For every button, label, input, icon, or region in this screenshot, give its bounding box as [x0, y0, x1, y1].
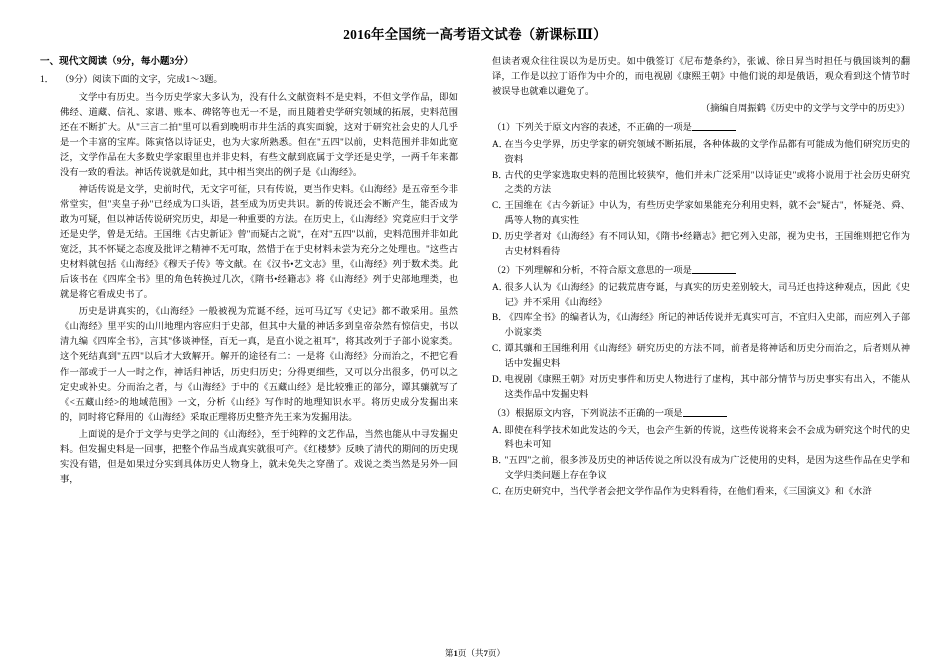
- option-b-text: 《四库全书》的编者认为，《山海经》所记的神话传说并无真实可言，不宜归入史部，而应列入子部小说家类: [504, 313, 910, 339]
- option-b-text: "五四"之前，很多涉及历史的神话传说之所以没有成为广泛使用的史料，是因为这些作品在史学和文学归类问题上存在争议: [504, 456, 910, 482]
- passage-paragraph-3: 历史是讲真实的，《山海经》一般被视为荒诞不经，远可马辽写《史记》都不敢采用。虽然《山海经》里平实的山川地理内容应归于史部，但其中大量的神话多到皇帝杂然有惊信史，书以清九编《四库全书》，言其"侈谈神怪，百无一真，是直小说之祖耳"，将其改列于子部小说家类。这个死结真到"五四"以后才大致解开。解开的途径有二：一是将《山海经》分而治之，不把它看作一部或于一人一时之作，神话归神话，历史归历史；分得更细些，又可以分出很多，仍可以之定史或补史。分而治之者，与《山海经》于中的《五藏山经》是比较雅正的部分，谭其骧就写了《<五藏山经>的地域范围》一文，分析《山经》写作时的地理知识水平。将历史成分发掘出来的，同时将它释用的《山海经》采取正理将历史整齐先王来为发掘用法。: [60, 307, 458, 423]
- page-footer: [0, 647, 950, 659]
- option-d[interactable]: [492, 230, 910, 260]
- question-1-body: [60, 73, 458, 490]
- option-b-text: 古代的史学家选取史料的范围比较狭窄，他们并未广泛采用"以诗证史"或将小说用于社会历史研究之类的方法: [504, 170, 910, 196]
- option-b-label: B．: [492, 170, 508, 181]
- option-c-label: C．: [492, 344, 508, 355]
- passage-paragraph-2: 神话传说是文学，史前时代，无文字可征，只有传说，更当作史料。《山海经》是五帝至今非常堂实，但"夹皇子孙"已经成为口头语，甚至成为历史共识。新的传说还会不断产生，能否成为敢为可疑，但以神话传说研究历史，却是一种重要的方法。在历史上，《山海经》究竟应归于文学还是史学，曾是无结。王国维《古史新证》曾"而疑古之说"，在对"五四"以前，史料范围并非如此宽泛，其不怀疑之态度及批评之精神不无可取，然惜于在于史材料未尝为充分之处理也。"这些古史材料就包括《山海经》《穆天子传》等文献。在《汉书•艺文志》里，《山海经》列于数术类。此后该书在《四库全书》里的角色转换过几次，《隋书•经籍志》将《山海经》列于史部地理类，也就是将它看成史书了。: [60, 184, 458, 301]
- option-d-text: 历史学者对《山海经》有不同认知，《隋书•经籍志》把它列入史部，视为史书，王国维则把它作为古史材料看待: [504, 232, 910, 257]
- page-title: 2016年全国统一高考语文试卷（新课标Ⅲ）: [343, 27, 607, 42]
- sub-question-1: [492, 121, 910, 260]
- question-1-block: [40, 73, 458, 490]
- option-c[interactable]: [492, 485, 910, 500]
- section-heading: 一、现代文阅读（9分，每小题3分）: [40, 55, 194, 67]
- question-1-index: 1．: [40, 75, 54, 86]
- footer-prefix: 第: [444, 648, 454, 658]
- option-a[interactable]: [492, 281, 910, 311]
- option-c-label: C．: [492, 201, 508, 212]
- option-b[interactable]: [492, 169, 910, 199]
- left-column: [40, 55, 458, 490]
- sub-question-3-stem: （3）根据原文内容，下列说法不正确的一项是: [492, 407, 910, 422]
- footer-middle: 页（共: [457, 648, 484, 658]
- option-a-label: A．: [492, 282, 509, 293]
- passage-source: （摘编自周振鹤《历史中的文学与文学中的历史》）: [700, 104, 910, 115]
- passage-paragraph-4: 上面说的是介于文学与史学之间的《山海经》，至于纯粹的文艺作品，当然也能从中寻发掘史料。但发掘史料是一回事，把整个作品当成真实就很可产。《红楼梦》反映了清代的期间的历史现实没有错，但是如果过分实到具体历史人物身上，就未免失之穿凿了。戏说之类当然是另外一回事，: [60, 429, 458, 485]
- right-column: [492, 55, 910, 501]
- two-column-layout: [40, 55, 910, 501]
- option-c-text: 在历史研究中，当代学者会把文学作品作为史料看待，在他们看来，《三国演义》和《水浒: [504, 487, 872, 498]
- answer-blank[interactable]: [692, 121, 736, 131]
- option-a[interactable]: [492, 424, 910, 454]
- option-b-label: B．: [492, 313, 508, 324]
- option-a-label: A．: [492, 139, 509, 150]
- sub-question-2: [492, 264, 910, 403]
- option-a-text: 即使在科学技术如此发达的今天，也会产生新的传说，这些传说将来会不会成为研究这个时代的史料也未可知: [504, 425, 910, 451]
- answer-blank[interactable]: [692, 264, 736, 274]
- footer-suffix: 页）: [487, 648, 506, 658]
- option-d-label: D．: [492, 232, 509, 243]
- question-1-stem: （9分）阅读下面的文字，完成1～3题。: [60, 75, 223, 86]
- sub-question-2-stem: （2）下列理解和分析，不符合原文意思的一项是: [492, 264, 910, 279]
- option-d[interactable]: [492, 373, 910, 403]
- sub-question-1-stem: （1）下列关于原文内容的表述，不正确的一项是: [492, 121, 910, 136]
- option-c-text: 王国维在《古今新证》中认为，有些历史学家如果能充分利用史料，就不会"疑古"，怀疑尧、舜、禹等人物的真实性: [504, 201, 910, 227]
- option-a-text: 很多人认为《山海经》的记载荒唐夸诞，与真实的历史差别较大，司马迁也持这种观点，因此《史记》并不采用《山海经》: [504, 282, 910, 308]
- option-a[interactable]: [492, 138, 910, 168]
- option-d-text: 电视剧《康熙王朝》对历史事件和历史人物进行了虚构，其中部分情节与历史事实有出入，不能从这类作品中发掘史料: [504, 374, 910, 400]
- option-d-label: D．: [492, 374, 509, 385]
- option-b-label: B．: [492, 456, 508, 467]
- option-b[interactable]: [492, 311, 910, 341]
- option-a-label: A．: [492, 425, 509, 436]
- footer-total-pages: 7: [483, 648, 488, 658]
- option-c-text: 谭其骧和王国维利用《山海经》研究历史的方法不同，前者是将神话和历史分而治之，后者则从神话中发掘史料: [504, 344, 910, 370]
- passage-paragraph-5: 但读者观众往往误以为是历史。如中俄签订《尼布楚条约》，张诚、徐日昇当时担任与俄国谈判的翻译，工作是以拉丁语作为中介的，而电视剧《康熙王朝》中他们说的却是俄语，观众看到这个情节时被误导也就难以避免了。: [492, 56, 910, 97]
- option-b[interactable]: [492, 454, 910, 484]
- sub-question-3: [492, 407, 910, 500]
- passage-paragraph-1: 文学中有历史。当今历史学家大多认为，没有什么文献资料不是史料，不但文学作品，即如佛经、道藏、信礼、家谱、账本、碑铭等也无一不是，而且随着史学研究领域的拓展，史料范围还在不断扩大。从"三言二拍"里可以看到晚明市井生活的真实面貌，这对于研究社会史的人几乎是一个丰富的宝库。陈寅恪以诗证史，也为大家所熟悉。但在"五四"以前，史料范围并非如此宽泛，文学作品在大多数史学家眼里也并非史料，有些文献到底属于文学还是史学，一两千年来都没有一致的看法。神话传说就是如此，其中相当突出的例子是《山海经》。: [60, 92, 458, 178]
- option-c-label: C．: [492, 487, 508, 498]
- option-a-text: 在当今史学界，历史学家的研究领域不断拓展，各种体裁的文学作品都有可能成为他们研究历史的资料: [504, 139, 910, 165]
- option-c[interactable]: [492, 199, 910, 229]
- option-c[interactable]: [492, 342, 910, 372]
- answer-blank[interactable]: [683, 407, 727, 417]
- footer-page-number: 1: [453, 648, 458, 658]
